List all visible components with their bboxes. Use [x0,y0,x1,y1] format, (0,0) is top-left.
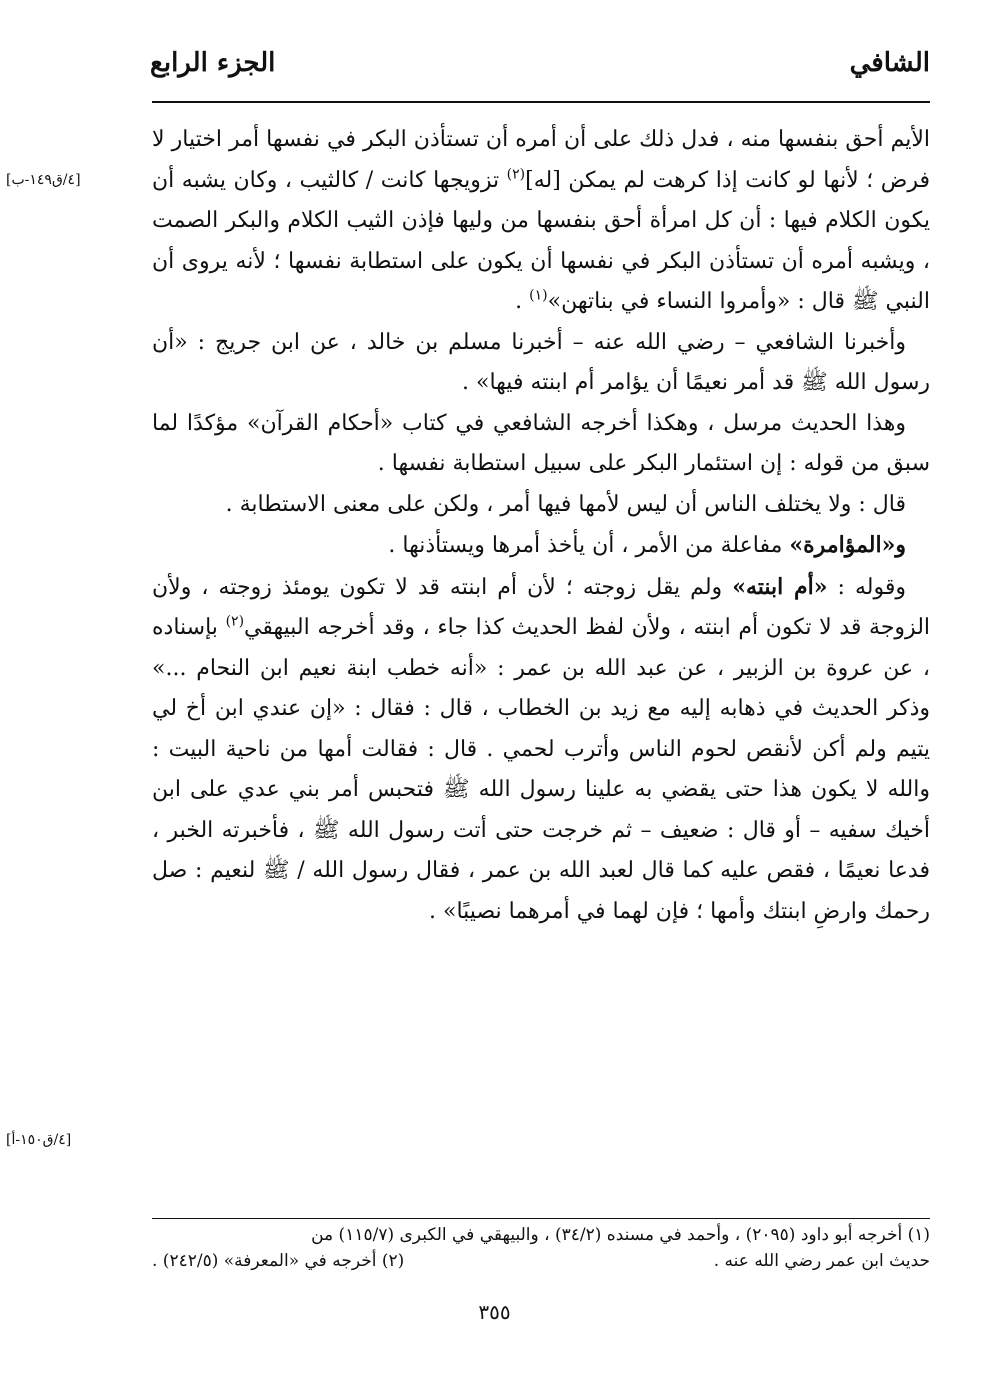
margin-folio-note: [٤/ق١٥٠-أ] [6,1132,72,1148]
footnote-row [152,1248,930,1274]
footnotes [152,1222,930,1274]
paragraph: وقوله : «أم ابنته» ولم يقل زوجته ؛ لأن أم ابنته قد لا تكون يومئذ زوجته ، ولأن الزوجة قد لا تكون أم ابنته ، ولأن لفظ الحديث كذا جاء ، وقد أخرجه البيهقي$^{(٢)}$ بإسناده ، عن عروة بن الزبير ، عن عبد الله بن عمر : «أنه خطب ابنة نعيم ابن النحام ...» وذكر الحديث في ذهابه إليه مع زيد بن الخطاب ، قال : فقال : «إن عندي ابن أخ لي يتيم ولم أكن لأنقص لحوم الناس وأترب لحمي . قال : فقالت أمها من ناحية البيت : والله لا يكون هذا حتى يقضي به علينا رسول الله ﷺ فتحبس أمر بني عدي على ابن أخيك سفيه – أو قال : ضعيف – ثم خرجت حتى أتت رسول الله ﷺ ، فأخبرته الخبر ، فدعا نعيمًا ، فقص عليه كما قال لعبد الله بن عمر ، فقال رسول الله / ﷺ لنعيم : صل رحمك وارضِ ابنتك وأمها ؛ فإن لهما في أمرهما نصيبًا» . [152,573,931,924]
paragraph: الأيم أحق بنفسها منه ، فدل ذلك على أن أمره أن تستأذن البكر في نفسها أمر اختيار لا فرض ؛ لأنها لو كانت إذا كرهت لم يمكن [له]$^{(٢)}$ تزويجها كانت / كالثيب ، وكان يشبه أن يكون الكلام فيها : أن كل امرأة أحق بنفسها من وليها فإذن الثيب الكلام والبكر الصمت ، ويشبه أمره أن تستأذن البكر في نفسها أن يكون على استطابة نفسها ؛ لأنه يروى أن النبي ﷺ قال : «وأمروا النساء في بناتهن»$^{(١)}$ . [152,127,930,314]
paragraph: قال : ولا يختلف الناس أن ليس لأمها فيها أمر ، ولكن على معنى الاستطابة . [225,491,906,517]
book-title: الشافي [849,48,930,78]
footnote-ref: (٢) [225,613,245,630]
footnote-ref: (١) [529,287,548,304]
header-rule [152,101,930,103]
main-text [152,120,930,932]
defined-term: «أم ابنته» [732,573,828,600]
running-header [150,48,930,92]
footnote-ref: (٢) [506,166,526,183]
footnote: (٢) أخرجه في «المعرفة» (٢٤٢/٥) . [152,1251,405,1271]
defined-term: و«المؤامرة» [789,532,906,558]
page-number: ٣٥٥ [478,1300,511,1324]
footnote-rule [152,1218,930,1219]
paragraph: و«المؤامرة» مفاعلة من الأمر ، أن يأخذ أمرها ويستأذنها . [388,532,906,558]
paragraph: وهذا الحديث مرسل ، وهكذا أخرجه الشافعي في كتاب «أحكام القرآن» مؤكدًا لما سبق من قوله : إن استئمار البكر على سبيل استطابة نفسها . [152,410,930,476]
footnote: حديث ابن عمر رضي الله عنه . [713,1251,930,1271]
part-label: الجزء الرابع [150,48,276,78]
footnote: (١) أخرجه أبو داود (٢٠٩٥) ، وأحمد في مسنده (٣٤/٢) ، والبيهقي في الكبرى (١١٥/٧) من [311,1225,930,1245]
paragraph: وأخبرنا الشافعي – رضي الله عنه – أخبرنا مسلم بن خالد ، عن ابن جريج : «أن رسول الله ﷺ قد أمر نعيمًا أن يؤامر أم ابنته فيها» . [152,329,930,395]
margin-folio-note: [٤/ق١٤٩-ب] [6,172,81,188]
